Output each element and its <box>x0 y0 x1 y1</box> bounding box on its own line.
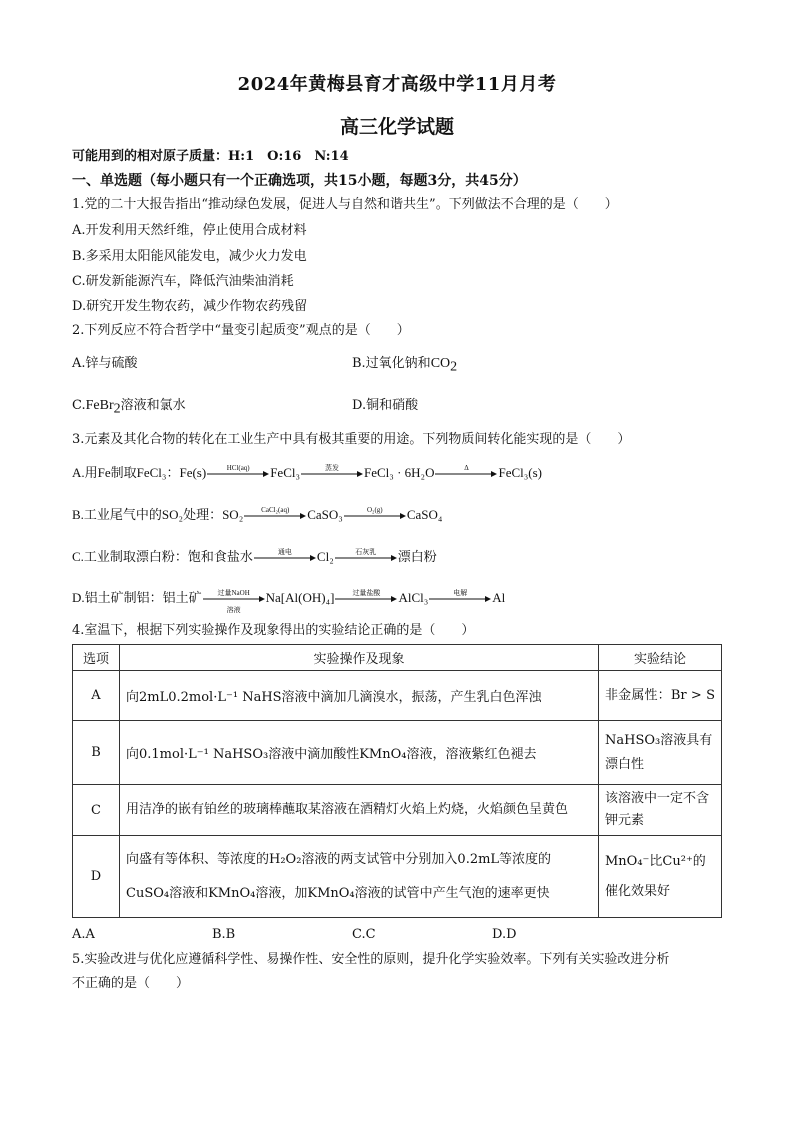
reaction-arrow: 蒸发 <box>301 465 363 483</box>
q1-option-a: A.开发利用天然纤维，停止使用合成材料 <box>72 223 307 238</box>
q3-option-a: A.用Fe制取FeCl₃：Fe(s) HCl(aq) FeCl₃ 蒸发 FeCl₃ · 6H₂O Δ FeCl₃(s) <box>72 464 542 483</box>
q1-option-c: C.研发新能源汽车，降低汽油柴油消耗 <box>72 274 294 289</box>
q1-option-d: D.研究开发生物农药，减少作物农药残留 <box>72 299 308 314</box>
q2-stem: 2.下列反应不符合哲学中“量变引起质变”观点的是（ ） <box>72 323 410 338</box>
q3-stem: 3.元素及其化合物的转化在工业生产中具有极其重要的用途。下列物质间转化能实现的是（ ） <box>72 432 631 447</box>
q3-option-b: B.工业尾气中的SO₂处理：SO₂ CaCl₂(aq) CaSO₃ O₂(g) CaSO₄ <box>72 506 442 525</box>
reaction-arrow: 石灰乳 <box>335 549 397 567</box>
q3-option-d: D.铝土矿制铝：铝土矿 过量NaOH 溶液 Na[Al(OH)₄] 过量盐酸 AlCl₃ 电解 Al <box>72 589 506 615</box>
table-row <box>73 836 722 918</box>
table-row <box>73 785 722 836</box>
reaction-arrow: HCl(aq) <box>207 465 269 483</box>
q2-option-b: B.过氧化钠和$CO_2$ <box>352 356 458 375</box>
reaction-arrow: Δ <box>435 465 497 483</box>
table-cell-operation: 向盛有等体积、等浓度的H₂O₂溶液的两支试管中分别加入0.2mL等浓度的CuSO₄溶液和KMnO₄溶液，加KMnO₄溶液的试管中产生气泡的速率更快 <box>120 836 599 918</box>
q4-answer-c: C.C <box>352 927 376 942</box>
table-row <box>73 721 722 785</box>
q2-option-a: A.锌与硫酸 <box>72 356 138 371</box>
reaction-arrow: 通电 <box>254 549 316 567</box>
table-row <box>73 671 722 721</box>
table-cell-option: A <box>73 671 120 721</box>
table-cell-option: B <box>73 721 120 785</box>
table-cell-conclusion: 该溶液中一定不含钾元素 <box>599 785 722 836</box>
q2-option-d: D.铜和硝酸 <box>352 398 419 413</box>
table-cell-option: D <box>73 836 120 918</box>
exam-subtitle: 高三化学试题 <box>339 116 454 138</box>
section-heading: 一、单选题（每小题只有一个正确选项，共15小题，每题3分，共45分） <box>72 173 527 189</box>
q1-stem: 1.党的二十大报告指出“推动绿色发展，促进人与自然和谐共生”。下列做法不合理的是（ ） <box>72 197 618 212</box>
reaction-arrow: CaCl₂(aq) <box>244 507 306 525</box>
table-cell-conclusion: 非金属性：Br > S <box>599 671 722 721</box>
table-cell-conclusion: NaHSO₃溶液具有漂白性 <box>599 721 722 785</box>
table-cell-conclusion: MnO₄⁻比Cu²⁺的催化效果好 <box>599 836 722 918</box>
table-header: 实验操作及现象 <box>120 645 599 671</box>
q4-answer-d: D.D <box>492 927 517 942</box>
table-cell-option: C <box>73 785 120 836</box>
exam-title: 2024年黄梅县育才高级中学11月月考 <box>237 74 557 95</box>
q4-answer-a: A.A <box>72 927 95 942</box>
q4-stem: 4.室温下，根据下列实验操作及现象得出的实验结论正确的是（ ） <box>72 623 475 638</box>
atomic-mass-line: 可能用到的相对原子质量：H:1 O:16 N:14 <box>72 149 349 164</box>
q5-stem-line1: 5.实验改进与优化应遵循科学性、易操作性、安全性的原则，提升化学实验效率。下列有关实验改进分析 <box>72 952 670 967</box>
table-cell-operation: 用洁净的嵌有铂丝的玻璃棒蘸取某溶液在酒精灯火焰上灼烧，火焰颜色呈黄色 <box>120 785 599 836</box>
q2-option-c: C.FeBr$_2$溶液和氯水 <box>72 398 186 417</box>
q3-option-c: C.工业制取漂白粉：饱和食盐水 通电 Cl₂ 石灰乳 漂白粉 <box>72 548 437 567</box>
table-cell-operation: 向0.1mol·L⁻¹ NaHSO₃溶液中滴加酸性KMnO₄溶液，溶液紫红色褪去 <box>120 721 599 785</box>
q1-option-b: B.多采用太阳能风能发电，减少火力发电 <box>72 249 307 264</box>
table-header: 实验结论 <box>599 645 722 671</box>
experiment-table <box>72 644 722 918</box>
reaction-arrow: 过量NaOH 溶液 <box>203 590 265 608</box>
q5-stem-line2: 不正确的是（ ） <box>72 976 190 991</box>
table-header-row <box>73 645 722 671</box>
reaction-arrow: O₂(g) <box>344 507 406 525</box>
table-cell-operation: 向2mL0.2mol·L⁻¹ NaHS溶液中滴加几滴溴水，振荡，产生乳白色浑浊 <box>120 671 599 721</box>
q4-answer-b: B.B <box>212 927 236 942</box>
reaction-arrow: 过量盐酸 <box>335 590 397 608</box>
table-header: 选项 <box>73 645 120 671</box>
reaction-arrow: 电解 <box>429 590 491 608</box>
